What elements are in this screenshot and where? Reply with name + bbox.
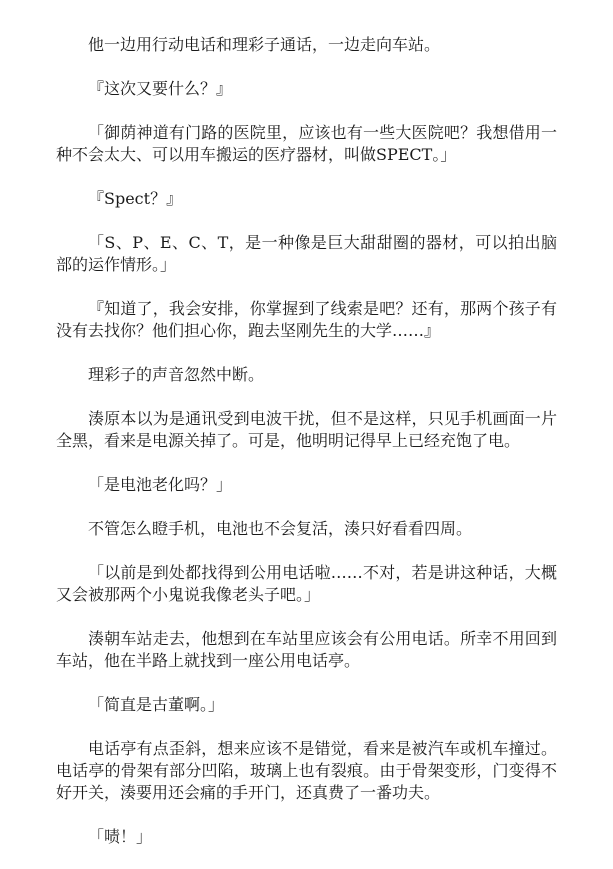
- paragraph: 湊原本以为是通讯受到电波干扰，但不是这样，只见手机画面一片全黑，看来是电源关掉了。可是，他明明记得早上已经充饱了电。: [56, 409, 557, 450]
- paragraph: 「御荫神道有门路的医院里，应该也有一些大医院吧？我想借用一种不会太大、可以用车搬运的医疗器材，叫做SPECT。」: [56, 123, 557, 164]
- paragraph: 『Spect？』: [88, 189, 183, 208]
- paragraph: 理彩子的声音忽然中断。: [88, 365, 265, 384]
- paragraph: 电话亭有点歪斜，想来应该不是错觉，看来是被汽车或机车撞过。电话亭的骨架有部分凹陷，玻璃上也有裂痕。由于骨架变形，门变得不好开关，湊要用还会痛的手开门，还真费了一番功夫。: [56, 739, 557, 802]
- paragraph: 不管怎么瞪手机，电池也不会复活，湊只好看看四周。: [88, 519, 473, 538]
- paragraph: 他一边用行动电话和理彩子通话，一边走向车站。: [88, 35, 441, 54]
- paragraph: 「S、P、E、C、T，是一种像是巨大甜甜圈的器材，可以拍出脑部的运作情形。」: [56, 233, 557, 274]
- paragraph: 『知道了，我会安排，你掌握到了线索是吧？还有，那两个孩子有没有去找你？他们担心你，跑去坚刚先生的大学……』: [56, 299, 557, 340]
- paragraph: 湊朝车站走去，他想到在车站里应该会有公用电话。所幸不用回到车站，他在半路上就找到一座公用电话亭。: [56, 629, 557, 670]
- paragraph: 「以前是到处都找得到公用电话啦……不对，若是讲这种话，大概又会被那两个小鬼说我像老头子吧。」: [56, 563, 557, 604]
- paragraph: 「是电池老化吗？」: [88, 475, 233, 494]
- paragraph: 「啧！」: [88, 827, 153, 846]
- paragraph: 「简直是古董啊。」: [88, 695, 225, 714]
- paragraph: 『这次又要什么？』: [88, 79, 233, 98]
